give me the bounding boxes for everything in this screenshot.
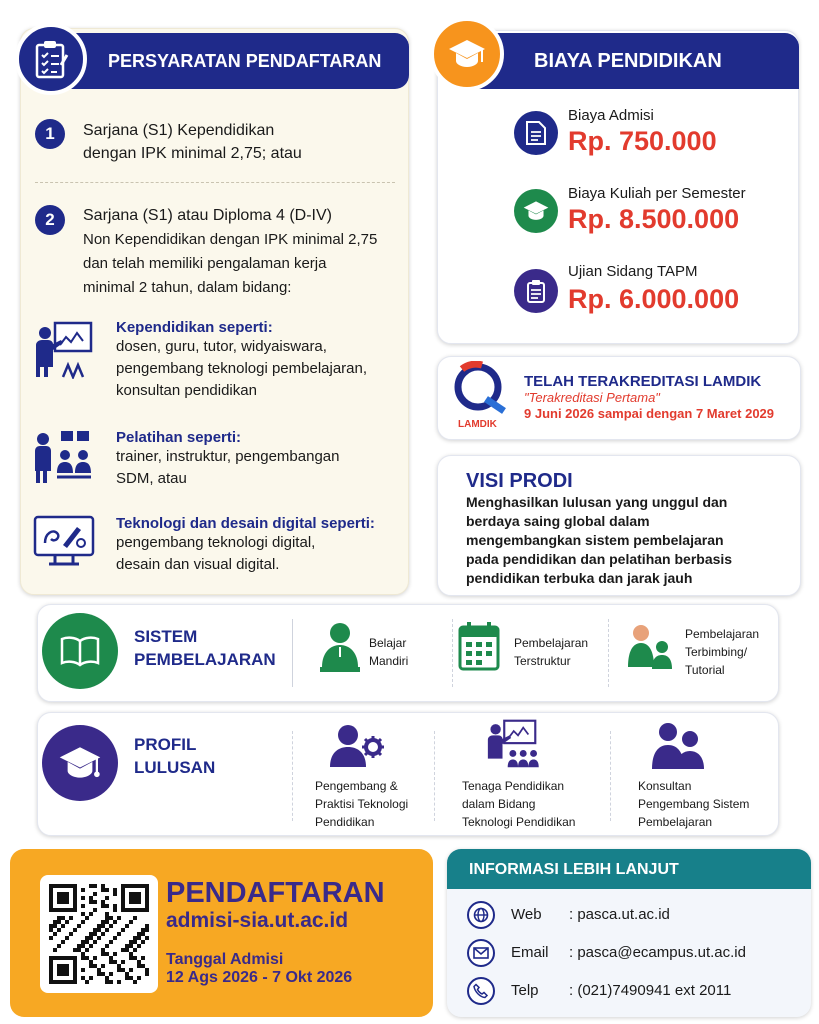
clipboard-icon bbox=[514, 269, 558, 313]
requirements-card bbox=[20, 28, 409, 595]
teacher-icon bbox=[33, 321, 95, 384]
requirement-2-text: Sarjana (S1) atau Diploma 4 (D-IV) Non Kependidikan dengan IPK minimal 2,75 dan telah memiliki pengalaman kerja minimal 2 tahun, dalam bidang: bbox=[83, 207, 378, 296]
vision-text: Menghasilkan lulusan yang unggul dan berdaya saing global dalam mengembangkan sistem pembelajaran pada pendidikan dan pelatihan berbasis pendidikan terbuka dan jarak jauh bbox=[466, 494, 733, 586]
registration-url[interactable]: admisi-sia.ut.ac.id bbox=[166, 909, 349, 932]
user-icon bbox=[320, 621, 360, 678]
fee-kuliah-value: Rp. 8.500.000 bbox=[568, 204, 740, 234]
divider bbox=[35, 182, 395, 183]
phone-icon bbox=[467, 977, 495, 1005]
graduate-item-tenaga: Tenaga Pendidikan dalam Bidang Teknologi Pendidikan bbox=[462, 779, 576, 829]
learning-item-mandiri: Belajar Mandiri bbox=[369, 636, 409, 668]
info-web-label: Web bbox=[511, 906, 542, 923]
tutor-icon bbox=[626, 623, 676, 678]
accreditation-title: TELAH TERAKREDITASI LAMDIK bbox=[524, 373, 762, 390]
divider bbox=[292, 731, 293, 821]
graduate-item-konsultan: Konsultan Pengembang Sistem Pembelajaran bbox=[638, 779, 750, 829]
fee-kuliah-label: Biaya Kuliah per Semester bbox=[568, 185, 746, 202]
divider bbox=[610, 731, 611, 821]
requirements-title: PERSYARATAN PENDAFTARAN bbox=[61, 33, 409, 89]
qr-code-icon[interactable] bbox=[40, 875, 158, 993]
info-email-label: Email bbox=[511, 944, 549, 961]
learning-item-terbimbing: Pembelajaran Terbimbing/ Tutorial bbox=[685, 627, 760, 677]
registration-card bbox=[10, 849, 433, 1017]
user-gear-icon bbox=[328, 723, 386, 774]
graduate-profile-card bbox=[37, 712, 779, 836]
accreditation-subtitle: "Terakreditasi Pertama" bbox=[524, 390, 660, 405]
info-telp-label: Telp bbox=[511, 982, 539, 999]
learning-item-terstruktur: Pembelajaran Terstruktur bbox=[514, 636, 589, 668]
divider bbox=[452, 619, 453, 687]
info-title: INFORMASI LEBIH LANJUT bbox=[447, 849, 811, 889]
info-card bbox=[447, 849, 811, 1017]
calendar-icon bbox=[458, 621, 500, 678]
open-book-icon bbox=[42, 613, 118, 689]
requirement-number-1: 1 bbox=[35, 119, 65, 149]
graduate-profile-title: PROFIL LULUSAN bbox=[134, 735, 216, 777]
globe-icon bbox=[467, 901, 495, 929]
registration-title: PENDAFTARAN bbox=[166, 877, 385, 909]
accreditation-period: 9 Juni 2026 sampai dengan 7 Maret 2029 bbox=[524, 406, 775, 421]
training-icon bbox=[33, 429, 95, 492]
requirement-number-2: 2 bbox=[35, 205, 65, 235]
digital-design-icon bbox=[33, 515, 95, 572]
fees-card bbox=[437, 30, 799, 344]
divider bbox=[434, 731, 435, 821]
accreditation-card bbox=[437, 356, 801, 440]
teacher-icon bbox=[484, 719, 540, 774]
graduate-item-pengembang: Pengembang & Praktisi Teknologi Pendidikan bbox=[315, 779, 409, 829]
learning-system-card bbox=[37, 604, 779, 702]
graduation-cap-icon bbox=[430, 17, 504, 91]
info-email-value[interactable]: : pasca@ecampus.ut.ac.id bbox=[569, 944, 746, 961]
mail-icon bbox=[467, 939, 495, 967]
info-web-value[interactable]: : pasca.ut.ac.id bbox=[569, 906, 670, 923]
registration-date-label: Tanggal Admisi bbox=[166, 951, 284, 968]
fee-admisi-value: Rp. 750.000 bbox=[568, 126, 717, 156]
field-teknologi: Teknologi dan desain digital seperti: pengembang teknologi digital, desain dan visual digital. bbox=[116, 515, 375, 573]
divider bbox=[608, 619, 609, 687]
field-pelatihan: Pelatihan seperti: trainer, instruktur, pengembangan SDM, atau bbox=[116, 429, 340, 487]
requirement-1-text: Sarjana (S1) Kependidikan dengan IPK minimal 2,75; atau bbox=[83, 122, 302, 162]
learning-system-title: SISTEM PEMBELAJARAN bbox=[134, 627, 276, 669]
fee-ujian-value: Rp. 6.000.000 bbox=[568, 284, 740, 314]
lamdik-logo: LAMDIK bbox=[448, 361, 512, 426]
graduation-cap-icon bbox=[42, 725, 118, 801]
fees-title: BIAYA PENDIDIKAN bbox=[476, 33, 799, 89]
vision-title: VISI PRODI bbox=[466, 470, 573, 492]
field-kependidikan: Kependidikan seperti: dosen, guru, tutor, widyaiswara, pengembang teknologi pembelajaran, konsultan pendidikan bbox=[116, 319, 368, 399]
document-icon bbox=[514, 111, 558, 155]
fee-admisi-label: Biaya Admisi bbox=[568, 107, 654, 124]
clipboard-icon bbox=[15, 23, 87, 95]
consultant-icon bbox=[652, 721, 706, 776]
graduation-cap-icon bbox=[514, 189, 558, 233]
fee-ujian-label: Ujian Sidang TAPM bbox=[568, 263, 698, 280]
info-telp-value[interactable]: : (021)7490941 ext 2011 bbox=[569, 982, 732, 999]
divider bbox=[292, 619, 293, 687]
registration-date-range: 12 Ags 2026 - 7 Okt 2026 bbox=[166, 969, 353, 986]
vision-card bbox=[437, 455, 801, 596]
